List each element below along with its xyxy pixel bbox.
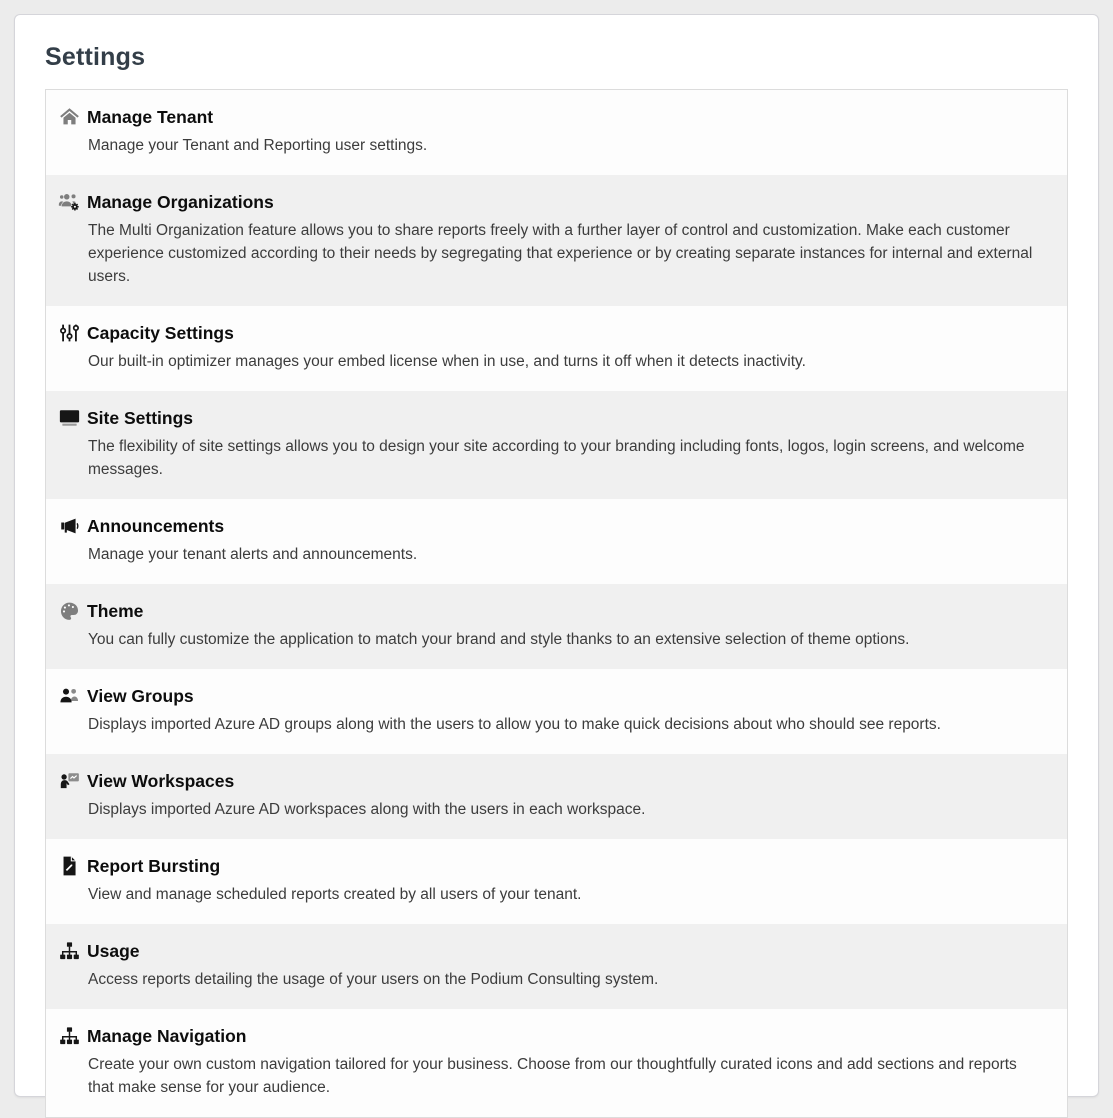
settings-item-description: You can fully customize the application to match your brand and style thanks to an extensive selection of theme options. (88, 631, 910, 648)
settings-item-description: Manage your tenant alerts and announcements. (88, 546, 418, 563)
settings-item-title: Report Bursting (87, 855, 221, 876)
settings-item-usage[interactable] (46, 924, 1067, 1009)
settings-item-header (58, 405, 1053, 431)
settings-item-description: View and manage scheduled reports created by all users of your tenant. (88, 886, 582, 903)
settings-item-title: Site Settings (87, 407, 193, 428)
settings-item-theme[interactable] (46, 584, 1067, 669)
sitemap-icon (58, 1024, 84, 1048)
settings-item-description: The flexibility of site settings allows you to design your site according to your branding including fonts, logos, login screens, and welcome messages. (88, 438, 1025, 478)
settings-item-header (58, 1023, 1053, 1049)
settings-item-description: Displays imported Azure AD workspaces along with the users in each workspace. (88, 801, 646, 818)
settings-item-site-settings[interactable] (46, 391, 1067, 499)
settings-item-header (58, 938, 1053, 964)
settings-item-title: View Groups (87, 685, 194, 706)
bullhorn-icon (58, 514, 84, 538)
settings-item-report-bursting[interactable] (46, 839, 1067, 924)
settings-item-header (58, 320, 1053, 346)
person-chalkboard-icon (58, 769, 84, 793)
settings-item-header (58, 853, 1053, 879)
settings-item-header (58, 513, 1053, 539)
users-gear-icon (58, 190, 84, 214)
file-chart-icon (58, 854, 84, 878)
settings-item-title: Manage Tenant (87, 106, 214, 127)
settings-item-header (58, 683, 1053, 709)
settings-item-announcements[interactable] (46, 499, 1067, 584)
settings-item-header (58, 768, 1053, 794)
settings-item-title: Usage (87, 940, 140, 961)
settings-item-title: Manage Navigation (87, 1025, 247, 1046)
settings-list (45, 89, 1068, 1118)
settings-item-manage-navigation[interactable] (46, 1009, 1067, 1117)
settings-item-header (58, 104, 1053, 130)
page-title: Settings (45, 43, 146, 71)
palette-icon (58, 599, 84, 623)
desktop-icon (58, 406, 84, 430)
settings-item-view-workspaces[interactable] (46, 754, 1067, 839)
settings-item-description: Our built-in optimizer manages your embed license when in use, and turns it off when it detects inactivity. (88, 353, 806, 370)
settings-item-title: Capacity Settings (87, 322, 234, 343)
settings-item-title: Announcements (87, 515, 225, 536)
settings-item-description: Create your own custom navigation tailored for your business. Choose from our thoughtfully curated icons and add sections and reports that make sense for your audience. (88, 1056, 1017, 1096)
sitemap-icon (58, 939, 84, 963)
settings-item-header (58, 598, 1053, 624)
settings-item-description: Access reports detailing the usage of your users on the Podium Consulting system. (88, 971, 659, 988)
settings-item-capacity-settings[interactable] (46, 306, 1067, 391)
home-icon (58, 105, 84, 129)
settings-item-description: Manage your Tenant and Reporting user settings. (88, 137, 428, 154)
settings-item-title: View Workspaces (87, 770, 235, 791)
sliders-icon (58, 321, 84, 345)
settings-item-manage-tenant[interactable] (46, 90, 1067, 175)
settings-item-title: Theme (87, 600, 144, 621)
user-group-icon (58, 684, 84, 708)
settings-card (14, 14, 1099, 1097)
settings-item-header (58, 189, 1053, 215)
settings-item-description: The Multi Organization feature allows you to share reports freely with a further layer of control and customization. Make each customer experience customized according to their needs by segregating that experience or by creating separate instances for internal and external users. (88, 222, 1033, 285)
settings-item-description: Displays imported Azure AD groups along with the users to allow you to make quick decisions about who should see reports. (88, 716, 941, 733)
settings-item-view-groups[interactable] (46, 669, 1067, 754)
settings-item-title: Manage Organizations (87, 191, 274, 212)
settings-item-manage-organizations[interactable] (46, 175, 1067, 306)
